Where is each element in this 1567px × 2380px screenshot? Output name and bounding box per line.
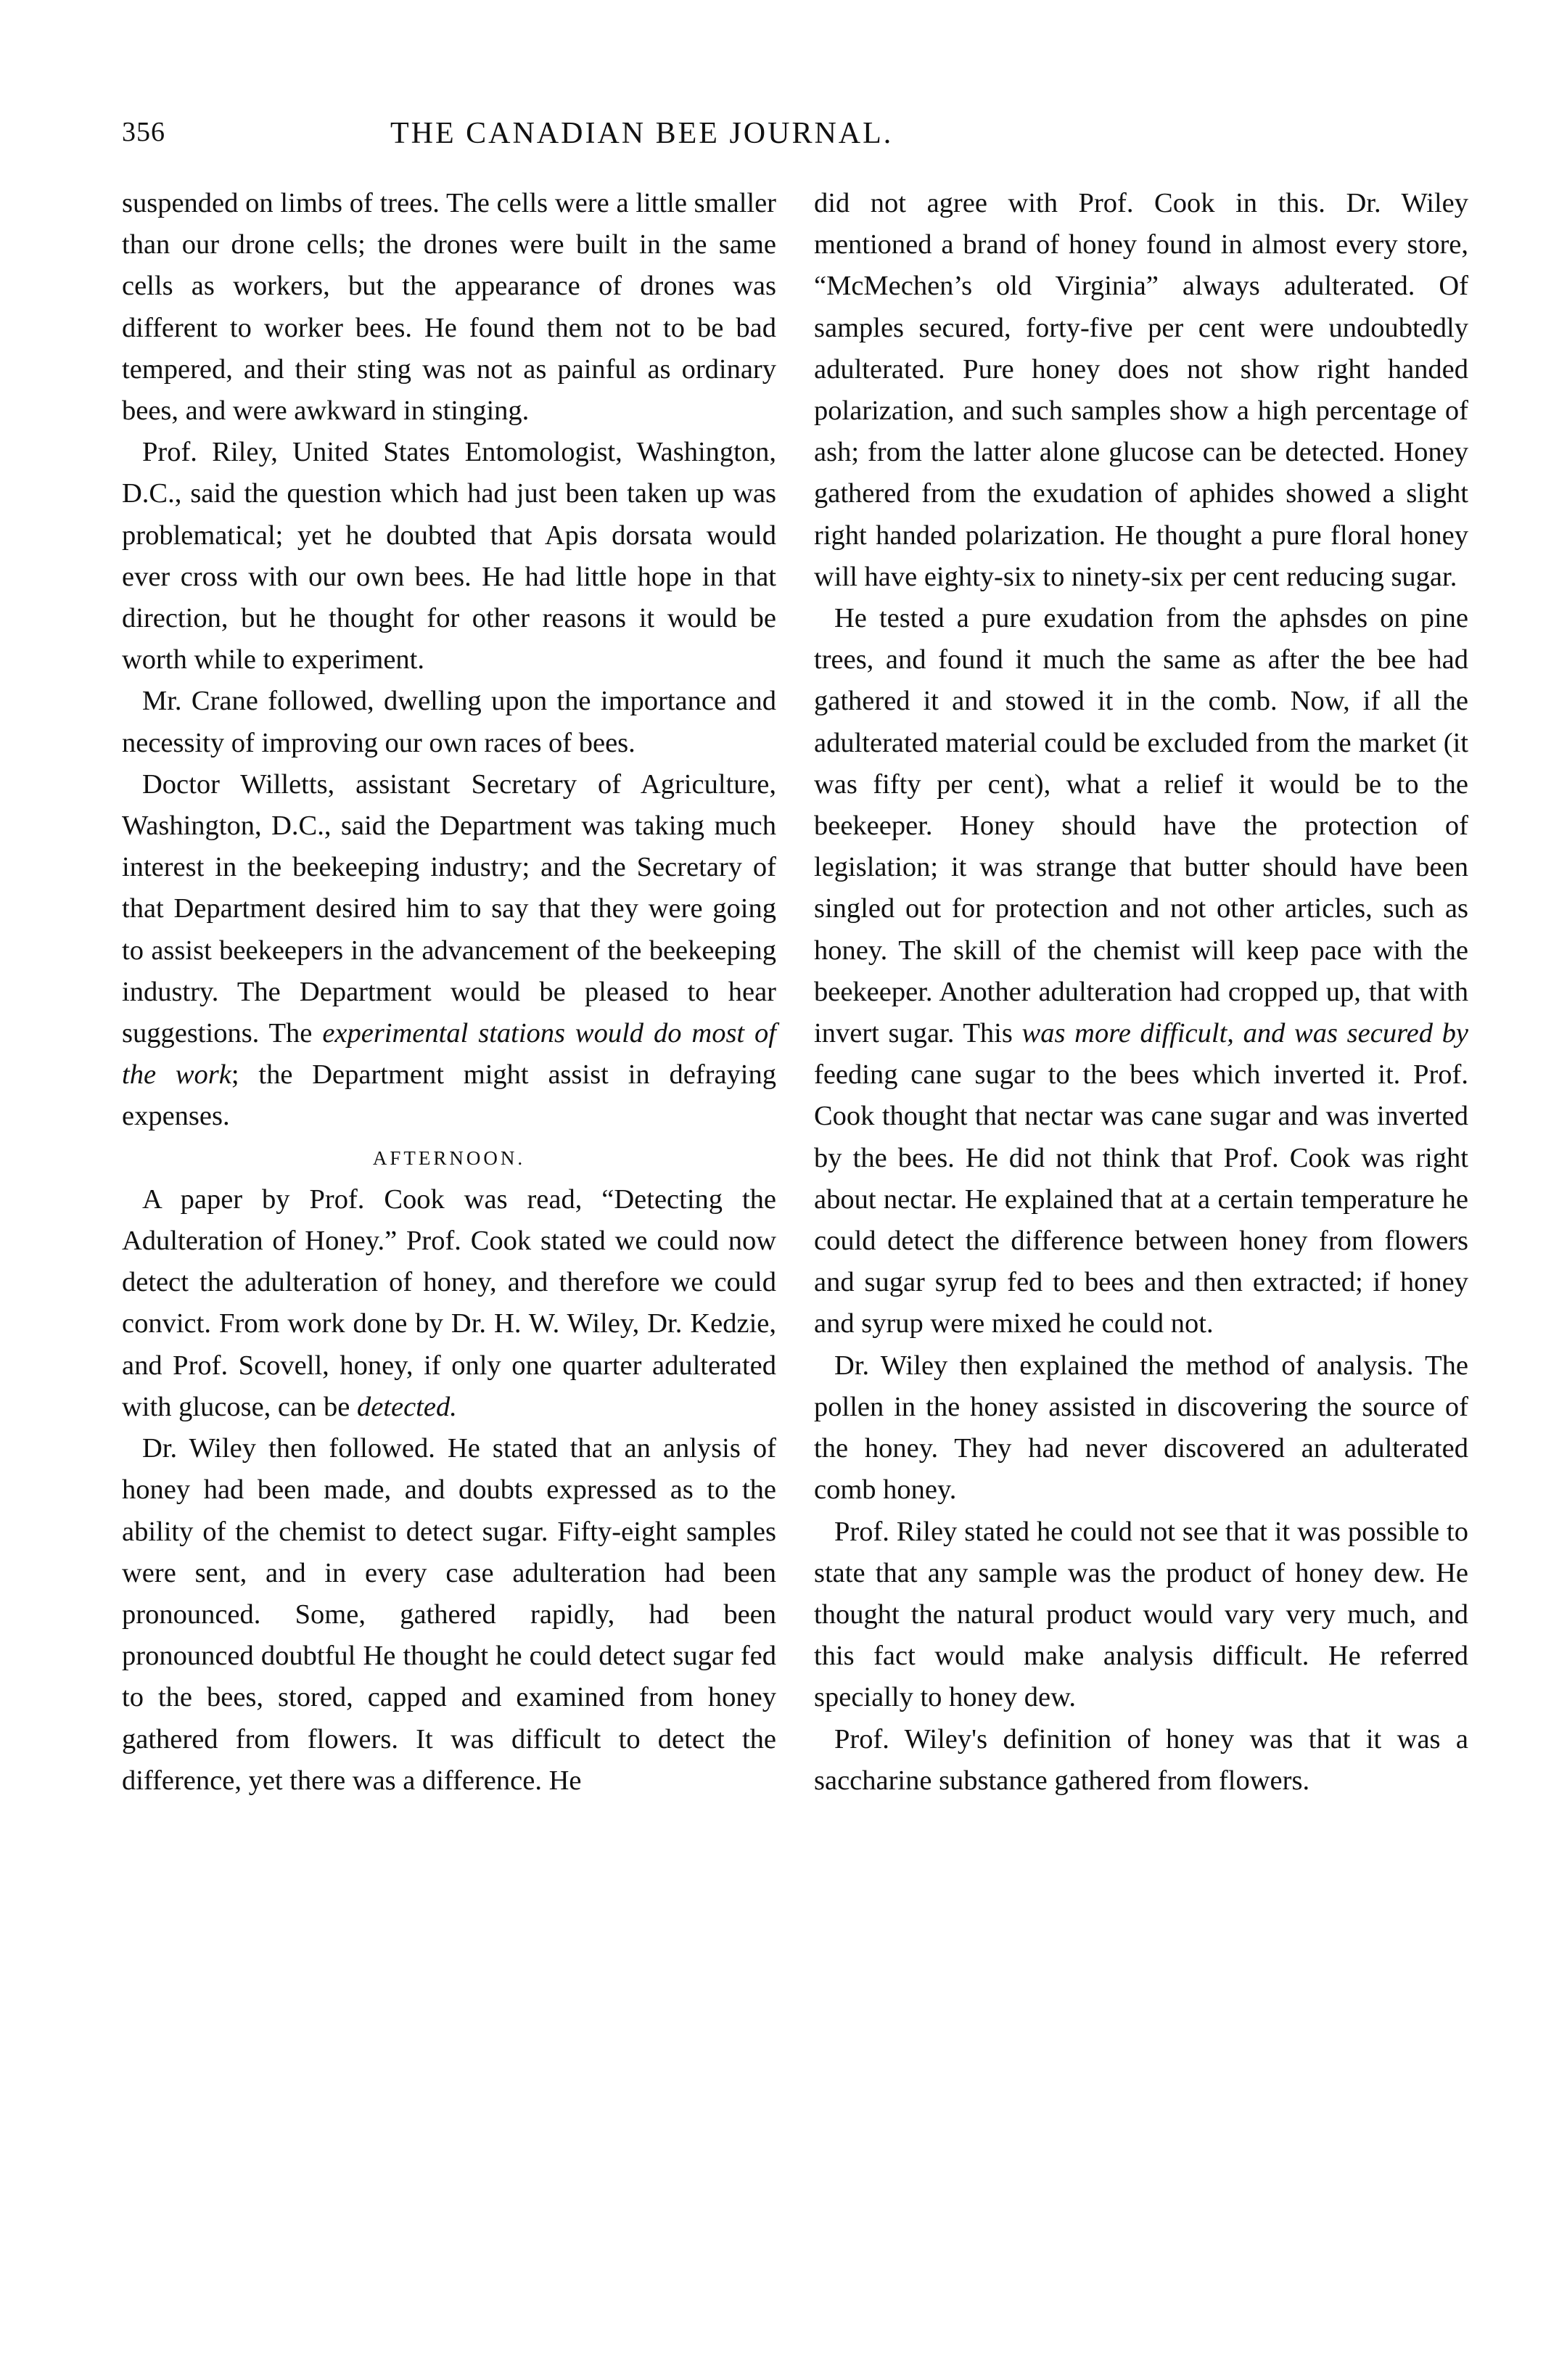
page-header bbox=[122, 116, 1138, 160]
paragraph-right-3: Dr. Wiley then explained the method of analysis. The pollen in the honey assisted in discovering the source of the honey. They had never discovered an adulterated comb honey. bbox=[814, 1350, 1468, 1506]
paragraph-right-1: did not agree with Prof. Cook in this. Dr. Wiley mentioned a brand of honey found in almost every store, “McMechen’s old Virginia” always adulterated. Of samples secured, forty-five per cent were undoubtedly adulterated. Pure honey does not show right handed polarization, and such samples show a high percentage of ash; from the latter alone glucose can be detected. Honey gathered from the exudation of aphides showed a slight right handed polarization. He thought a pure floral honey will have eighty-six to ninety-six per cent reducing sugar. bbox=[814, 188, 1468, 592]
journal-title: THE CANADIAN BEE JOURNAL. bbox=[390, 117, 894, 150]
paragraph-left-4-start: Doctor Willetts, assistant Secretary of Agriculture, Washington, D.C., said the Department was taking much interest in the beekeeping industry; and the Secretary of that Department desired him to say that they were going to assist beekeepers in the advancement of the beekeeping industry. The Department would be pleased to hear suggestions. The bbox=[122, 768, 776, 1049]
right-column bbox=[814, 183, 1468, 1802]
paragraph-left-1: suspended on limbs of trees. The cells were a little smaller than our drone cells; the drones were built in the same cells as workers, but the appearance of drones was different to worker bees. He found them not to be bad tempered, and their sting was not as painful as ordinary bees, and were awkward in stinging. bbox=[122, 188, 776, 427]
paragraph-left-5-italic: detected. bbox=[356, 1391, 457, 1422]
page-number: 356 bbox=[122, 117, 165, 147]
paragraph-right-2-italic: was more difficult, and was secured by bbox=[1021, 1018, 1468, 1049]
paragraph-left-5-start: A paper by Prof. Cook was read, “Detecting the Adulteration of Honey.” Prof. Cook stated we could now detect the adulteration of honey, and therefore we could convict. From work done by Dr. H. W. Wiley, Dr. Kedzie, and Prof. Scovell, honey, if only one quarter adulterated with glucose, can be bbox=[122, 1183, 776, 1422]
paragraph-right-2-start: He tested a pure exudation from the aphsdes on pine trees, and found it much the same as after the bee had gathered it and stowed it in the comb. Now, if all the adulterated material could be excluded from the market (it was fifty per cent), what a relief it would be to the beekeeper. Honey should have the protection of legislation; it was strange that butter should have been singled out for protection and not other articles, such as honey. The skill of the chemist will keep pace with the beekeeper. Another adulteration had cropped up, that with invert sugar. This bbox=[814, 603, 1468, 1049]
afternoon-heading: AFTERNOON. bbox=[372, 1146, 526, 1169]
paragraph-right-5: Prof. Wiley's definition of honey was that it was a saccharine substance gathered from flowers. bbox=[814, 1723, 1468, 1796]
paragraph-left-5 bbox=[122, 1179, 776, 1428]
paragraph-right-2 bbox=[814, 598, 1468, 1345]
paragraph-left-4-end: ; the Department might assist in defraying expenses. bbox=[122, 1059, 776, 1132]
paragraph-left-4-italic: experimental stations would do most of the work bbox=[122, 1018, 776, 1091]
paragraph-left-3: Mr. Crane followed, dwelling upon the importance and necessity of improving our own races of bees. bbox=[122, 686, 776, 758]
paragraph-left-6: Dr. Wiley then followed. He stated that an anlysis of honey had been made, and doubts expressed as to the ability of the chemist to detect sugar. Fifty-eight samples were sent, and in every case adulteration had been pronounced. Some, gathered rapidly, had been pronounced doubtful He thought he could detect sugar fed to the bees, stored, capped and examined from honey gathered from flowers. It was difficult to detect the difference, yet there was a difference. He bbox=[122, 1433, 776, 1796]
paragraph-left-4 bbox=[122, 764, 776, 1138]
paragraph-left-2: Prof. Riley, United States Entomologist, Washington, D.C., said the question which had just been taken up was problematical; yet he doubted that Apis dorsata would ever cross with our own bees. He had little hope in that direction, but he thought for other reasons it would be worth while to experiment. bbox=[122, 437, 776, 676]
paragraph-right-2-end: feeding cane sugar to the bees which inverted it. Prof. Cook thought that nectar was cane sugar and was inverted by the bees. He did not think that Prof. Cook was right about nectar. He explained that at a certain temperature he could detect the difference between honey from flowers and sugar syrup fed to bees and then extracted; if honey and syrup were mixed he could not. bbox=[814, 1059, 1468, 1339]
left-column bbox=[122, 183, 776, 1802]
paragraph-right-4: Prof. Riley stated he could not see that it was possible to state that any sample was the product of honey dew. He thought the natural product would vary very much, and this fact would make analysis difficult. He referred specially to honey dew. bbox=[814, 1516, 1468, 1713]
